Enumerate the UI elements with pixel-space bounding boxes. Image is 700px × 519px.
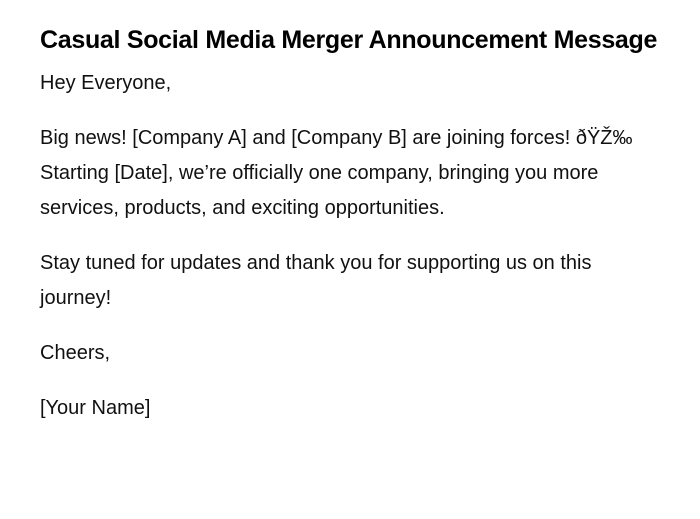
- announcement-paragraph: Big news! [Company A] and [Company B] are joining forces! ðŸŽ‰ Starting [Date], we’re officially one company, bringing you more services, products, and exciting opportunities.: [40, 127, 633, 219]
- signature-placeholder: [Your Name]: [40, 397, 151, 419]
- thanks-paragraph: Stay tuned for updates and thank you for supporting us on this journey!: [40, 252, 592, 309]
- page-title: Casual Social Media Merger Announcement Message: [40, 26, 658, 54]
- closing-text: Cheers,: [40, 342, 111, 364]
- document-page: [40, 18, 660, 426]
- greeting-text: Hey Everyone,: [40, 72, 172, 94]
